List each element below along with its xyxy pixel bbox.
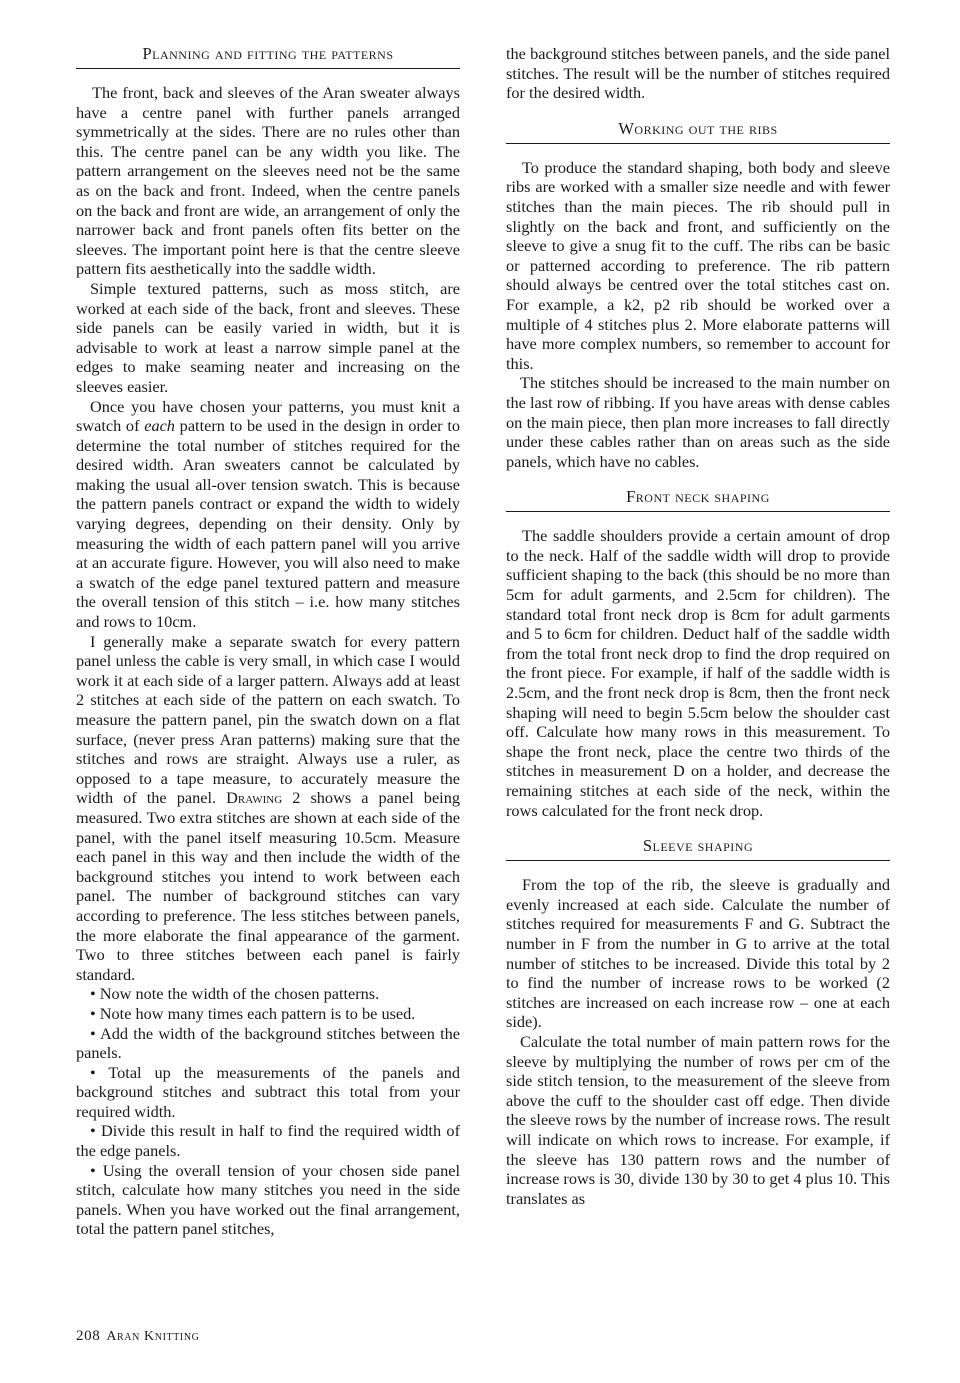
- section-heading-ribs: Working out the ribs: [506, 119, 890, 144]
- section-heading-front-neck: Front neck shaping: [506, 487, 890, 512]
- bullet-item: • Add the width of the background stitches between the panels.: [76, 1023, 460, 1063]
- paragraph: The front, back and sleeves of the Aran sweater always have a centre panel with further panels arranged symmetrically at the sides. There are no rules other than this. The centre panel can be any width you like. The pattern arrangement on the sleeves need not be the same as on the back and front. Indeed, when the centre panels on the back and front are wide, an arrangement of only the narrower back and front panels often fits better on the sleeves. The important point here is that the centre sleeve pattern fits aesthetically into the saddle width.: [76, 83, 460, 279]
- page-footer: [76, 1328, 200, 1345]
- bullet-item: • Total up the measurements of the panels and background stitches and subtract this total from your required width.: [76, 1062, 460, 1121]
- section-heading-sleeve: Sleeve shaping: [506, 836, 890, 861]
- paragraph: [76, 397, 460, 632]
- bullet-item: • Using the overall tension of your chosen side panel stitch, calculate how many stitches you need in the side panels. When you have worked out the final arrangement, total the pattern panel stitches,: [76, 1160, 460, 1239]
- text-run: pattern to be used in the design in order to determine the total number of stitches required for the desired width. Aran sweaters cannot be calculated by making the usual all-over tension swatch. This is because the pattern panels contract or expand the width to widely varying degrees, depending on their density. Only by measuring the width of each pattern panel will you arrive at an accurate figure. However, you will also need to make a swatch of the edge panel textured pattern and measure the overall tension of this stitch – i.e. how many stitches and rows to 10cm.: [76, 416, 460, 632]
- text-run: shows a panel being measured. Two extra stitches are shown at each side of the panel, with the panel itself measuring 10.5cm. Measure each panel in this way and then include the width of the background stitches you intend to work between each panel. The number of background stitches can vary according to preference. The less stitches between panels, the more elaborate the final appearance of the garment. Two to three stitches between each panel is fairly standard.: [76, 788, 460, 984]
- drawing-reference: Drawing 2: [226, 788, 301, 808]
- right-column: [506, 44, 890, 1208]
- paragraph: Calculate the total number of main pattern rows for the sleeve by multiplying the number of rows per cm of the side stitch tension, to the measurement of the sleeve from above the cuff to the shoulder cast off edge. Then divide the sleeve rows by the number of increase rows. The result will indicate on which rows to increase. For example, if the sleeve has 130 pattern rows and the number of increase rows is 30, divide 130 by 30 to get 4 plus 10. This translates as: [506, 1031, 890, 1208]
- continuation-paragraph: the background stitches between panels, and the side panel stitches. The result will be the number of stitches required for the desired width.: [506, 44, 890, 103]
- bullet-item: • Now note the width of the chosen patterns.: [90, 984, 380, 1004]
- left-column: [76, 44, 460, 1239]
- emphasis-text: each: [144, 416, 175, 436]
- running-title: Aran Knitting: [106, 1329, 200, 1344]
- paragraph: [76, 632, 460, 985]
- bullet-item: • Divide this result in half to find the required width of the edge panels.: [76, 1121, 460, 1161]
- text-run: Once you have chosen your patterns, you must knit a swatch of: [76, 396, 460, 436]
- section-heading-planning: Planning and fitting the patterns: [76, 44, 460, 69]
- paragraph: The saddle shoulders provide a certain amount of drop to the neck. Half of the saddle width will drop to provide sufficient shaping to the back (this should be no more than 5cm for adult garments, and 2.5cm for children). The standard total front neck drop is 8cm for adult garments and 5 to 6cm for children. Deduct half of the saddle width from the total front neck drop to find the drop required on the front piece. For example, if half of the saddle width is 2.5cm, and the front neck drop is 8cm, then the front neck shaping will need to begin 5.5cm below the shoulder cast off. Calculate how many rows in this measurement. To shape the front neck, place the centre two thirds of the stitches in measurement D on a holder, and decrease the remaining stitches at each side of the neck, within the rows calculated for the front neck drop.: [506, 526, 890, 820]
- paragraph: From the top of the rib, the sleeve is gradually and evenly increased at each side. Calculate the number of stitches required for measurements F and G. Subtract the number in F from the number in G to arrive at the total number of stitches to be increased. Divide this total by 2 to find the number of increase rows to be worked (2 stitches are increased on each increase row – one at each side).: [506, 875, 890, 1032]
- paragraph: The stitches should be increased to the main number on the last row of ribbing. If you have areas with dense cables on the main piece, then plan more increases to fall directly under these cables rather than on areas such as the side panels, which have no cables.: [506, 373, 890, 471]
- paragraph: To produce the standard shaping, both body and sleeve ribs are worked with a smaller size needle and with fewer stitches than the main pieces. The rib should pull in slightly on the back and front, and sufficiently on the sleeve to give a snug fit to the cuff. The ribs can be basic or patterned according to preference. The rib pattern should always be centred over the total stitches cast on. For example, a k2, p2 rib should be worked over a multiple of 4 stitches plus 2. More elaborate patterns will have more complex numbers, so remember to account for this.: [506, 157, 890, 373]
- paragraph: Simple textured patterns, such as moss stitch, are worked at each side of the back, front and sleeves. These side panels can be easily varied in width, but it is advisable to work at least a narrow simple panel at the edges to make seaming neater and increasing on the sleeves easier.: [76, 278, 460, 396]
- bullet-item: • Note how many times each pattern is to be used.: [90, 1003, 416, 1023]
- page-number: 208: [76, 1328, 101, 1344]
- text-run: I generally make a separate swatch for every pattern panel unless the cable is very small, in which case I would work it at each side of a larger pattern. Always add at least 2 stitches at each side of the pattern on each swatch. To measure the pattern panel, pin the swatch down on a flat surface, (never press Aran patterns) making sure that the stitches and rows are straight. Always use a ruler, as opposed to a tape measure, to accurately measure the width of the panel.: [76, 631, 460, 808]
